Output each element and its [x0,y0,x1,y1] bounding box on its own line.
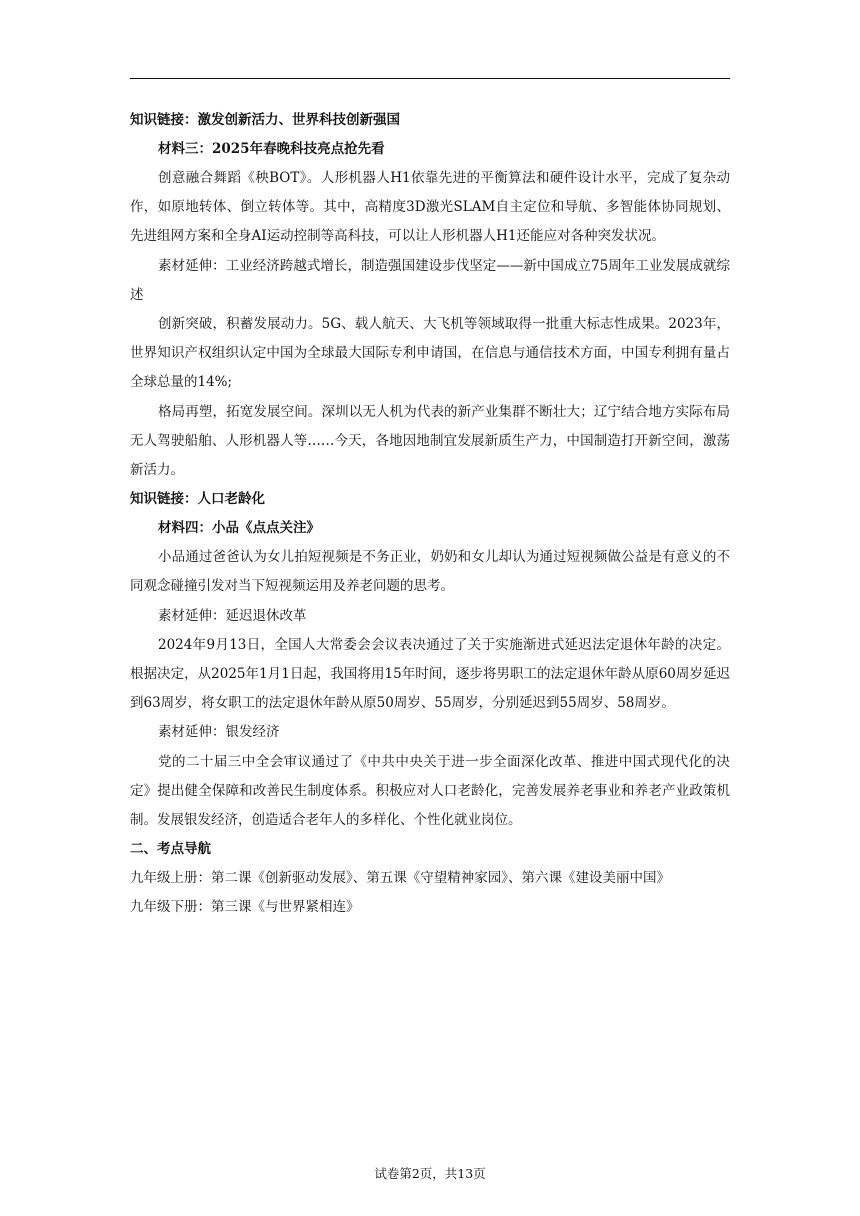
material-four-title: 材料四：小品《点点关注》 [158,520,320,537]
page-content [130,106,730,922]
knowledge-link-aging-heading: 知识链接：人口老龄化 [130,491,265,508]
extension-industry-paragraph-1: 创新突破，积蓄发展动力。5G、载人航天、大飞机等领域取得一批重大标志性成果。2023年，世界知识产权组织认定中国为全球最大国际专利申请国，在信息与通信技术方面，中国专利拥有量占全球总量的14%; [130,316,730,391]
material-three-title: 材料三：2025年春晚科技亮点抢先看 [158,141,385,157]
material-four-body: 小品通过爸爸认为女儿拍短视频是不务正业，奶奶和女儿却认为通过短视频做公益是有意义的不同观念碰撞引发对当下短视频运用及养老问题的思考。 [130,549,730,595]
page-footer: 试卷第2页，共13页 [374,1166,486,1181]
material-three-body: 创意融合舞蹈《秧BOT》。人形机器人H1依靠先进的平衡算法和硬件设计水平，完成了复杂动作，如原地转体、倒立转体等。其中，高精度3D激光SLAM自主定位和导航、多智能体协同规划、先进组网方案和全身AI运动控制等高科技，可以让人形机器人H1还能应对各种突发状况。 [130,170,730,245]
extension-retirement-title: 素材延伸：延迟退休改革 [158,607,307,624]
extension-silver-economy-title: 素材延伸：银发经济 [158,724,280,741]
extension-industry-paragraph-2: 格局再塑，拓宽发展空间。深圳以无人机为代表的新产业集群不断壮大；辽宁结合地方实际布局无人驾驶船舶、人形机器人等……今天，各地因地制宜发展新质生产力，中国制造打开新空间，激荡新活力。 [130,403,730,479]
knowledge-link-heading: 知识链接：激发创新活力、世界科技创新强国 [130,112,400,128]
grade9-lower-line: 九年级下册：第三课《与世界紧相连》 [130,899,360,916]
extension-industry-title: 素材延伸：工业经济跨越式增长，制造强国建设步伐坚定——新中国成立75周年工业发展成就综述 [130,257,730,303]
extension-retirement-body: 2024年9月13日，全国人大常委会会议表决通过了关于实施渐进式延迟法定退休年龄的决定。根据决定，从2025年1月1日起，我国将用15年时间，逐步将男职工的法定退休年龄从原60周岁延迟到63周岁，将女职工的法定退休年龄从原50周岁、55周岁，分别延迟到55周岁、58周岁。 [130,636,730,712]
section-two-heading: 二、考点导航 [130,841,211,858]
extension-silver-economy-body: 党的二十届三中全会审议通过了《中共中央关于进一步全面深化改革、推进中国式现代化的决定》提出健全保障和改善民生制度体系。积极应对人口老龄化，完善发展养老事业和养老产业政策机制。发展银发经济，创造适合老年人的多样化、个性化就业岗位。 [130,753,730,829]
grade9-upper-line: 九年级上册：第二课《创新驱动发展》、第五课《守望精神家园》、第六课《建设美丽中国》 [130,870,670,887]
header-rule [130,78,730,79]
